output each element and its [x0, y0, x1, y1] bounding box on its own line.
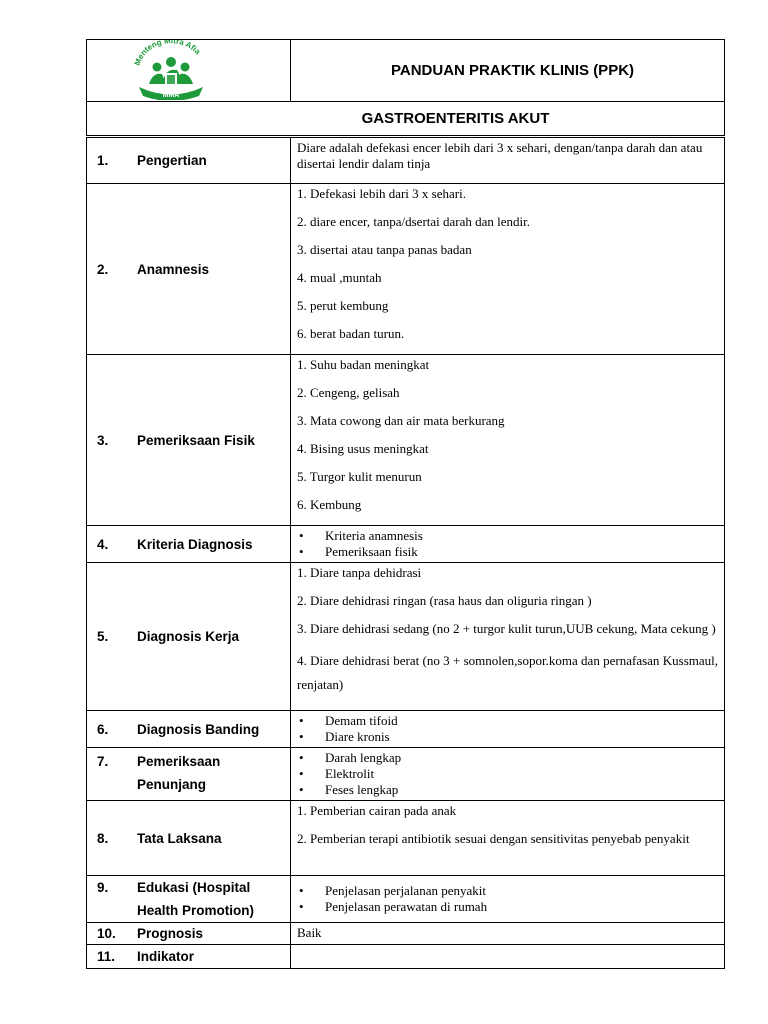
list-item: 4. Bising usus meningkat: [297, 441, 429, 456]
row-content: [291, 801, 725, 876]
row-content: Diare adalah defekasi encer lebih dari 3 x sehari, dengan/tanpa darah dan atau disertai lendir dalam tinja: [291, 138, 725, 184]
list-item: 3. disertai atau tanpa panas badan: [297, 242, 472, 257]
row-content: [291, 355, 725, 526]
list-item: 2. diare encer, tanpa/dsertai darah dan lendir.: [297, 214, 531, 229]
row-label: 7. Pemeriksaan Penunjang: [87, 748, 291, 801]
table-row: [87, 945, 725, 969]
row-content: [291, 748, 725, 801]
list-item: 1. Suhu badan meningkat: [297, 357, 430, 372]
logo-badge-text: MMA: [162, 92, 180, 99]
list-item: • Darah lengkap: [299, 750, 402, 765]
list-item: 1. Pemberian cairan pada anak: [297, 803, 457, 818]
list-item: • Pemeriksaan fisik: [299, 544, 418, 559]
list-item: • Diare kronis: [299, 729, 390, 744]
row-content: [291, 563, 725, 711]
table-row: [87, 355, 725, 526]
document-header: [86, 39, 725, 136]
table-row: [87, 711, 725, 748]
row-content: [291, 526, 725, 563]
row-label: 4. Kriteria Diagnosis: [87, 526, 291, 563]
row-label: 6. Diagnosis Banding: [87, 711, 291, 748]
row-label: 3. Pemeriksaan Fisik: [87, 355, 291, 526]
row-label: 11. Indikator: [87, 945, 291, 969]
table-row: [87, 801, 725, 876]
ppk-table: [86, 137, 725, 969]
list-item: • Feses lengkap: [299, 782, 399, 797]
row-label: 1. Pengertian: [87, 138, 291, 184]
row-content: [291, 711, 725, 748]
table-row: [87, 876, 725, 923]
row-label: 2. Anamnesis: [87, 184, 291, 355]
list-item: 1. Defekasi lebih dari 3 x sehari.: [297, 186, 466, 201]
list-item: 3. Mata cowong dan air mata berkurang: [297, 413, 505, 428]
table-row: [87, 526, 725, 563]
row-label: 5. Diagnosis Kerja: [87, 563, 291, 711]
list-item: 3. Diare dehidrasi sedang (no 2 + turgor kulit turun,UUB cekung, Mata cekung ): [297, 621, 716, 636]
row-content: [291, 945, 725, 969]
row-content: [291, 184, 725, 355]
list-item: 2. Diare dehidrasi ringan (rasa haus dan oliguria ringan ): [297, 593, 592, 608]
list-item: • Penjelasan perjalanan penyakit: [299, 883, 486, 898]
list-item: 4. Diare dehidrasi berat (no 3 + somnolen,sopor.koma dan pernafasan Kussmaul, renjatan): [297, 653, 718, 692]
list-item: 6. Kembung: [297, 497, 362, 512]
row-label: 8. Tata Laksana: [87, 801, 291, 876]
document-subtitle: GASTROENTERITIS AKUT: [361, 110, 550, 127]
table-row: [87, 138, 725, 184]
mma-logo-icon: [87, 40, 291, 100]
row-label: 9. Edukasi (Hospital Health Promotion): [87, 876, 291, 923]
logo-cell: [87, 40, 291, 102]
table-row: [87, 563, 725, 711]
list-item: 5. Turgor kulit menurun: [297, 469, 422, 484]
table-row: [87, 748, 725, 801]
list-item: • Demam tifoid: [299, 713, 398, 728]
list-item: • Elektrolit: [299, 766, 375, 781]
row-label: 10. Prognosis: [87, 923, 291, 945]
logo-arc-text: Menteng Mitra Afia: [132, 40, 203, 67]
row-content: Baik: [291, 923, 725, 945]
list-item: • Penjelasan perawatan di rumah: [299, 899, 488, 914]
list-item: 6. berat badan turun.: [297, 326, 405, 341]
table-row: [87, 923, 725, 945]
list-item: 5. perut kembung: [297, 298, 389, 313]
list-item: 1. Diare tanpa dehidrasi: [297, 565, 422, 580]
list-item: 2. Cengeng, gelisah: [297, 385, 400, 400]
document-title: PANDUAN PRAKTIK KLINIS (PPK): [291, 40, 724, 102]
list-item: 4. mual ,muntah: [297, 270, 382, 285]
table-row: [87, 184, 725, 355]
row-content: [291, 876, 725, 923]
list-item: 2. Pemberian terapi antibiotik sesuai dengan sensitivitas penyebab penyakit: [297, 831, 690, 846]
list-item: • Kriteria anamnesis: [299, 528, 423, 543]
